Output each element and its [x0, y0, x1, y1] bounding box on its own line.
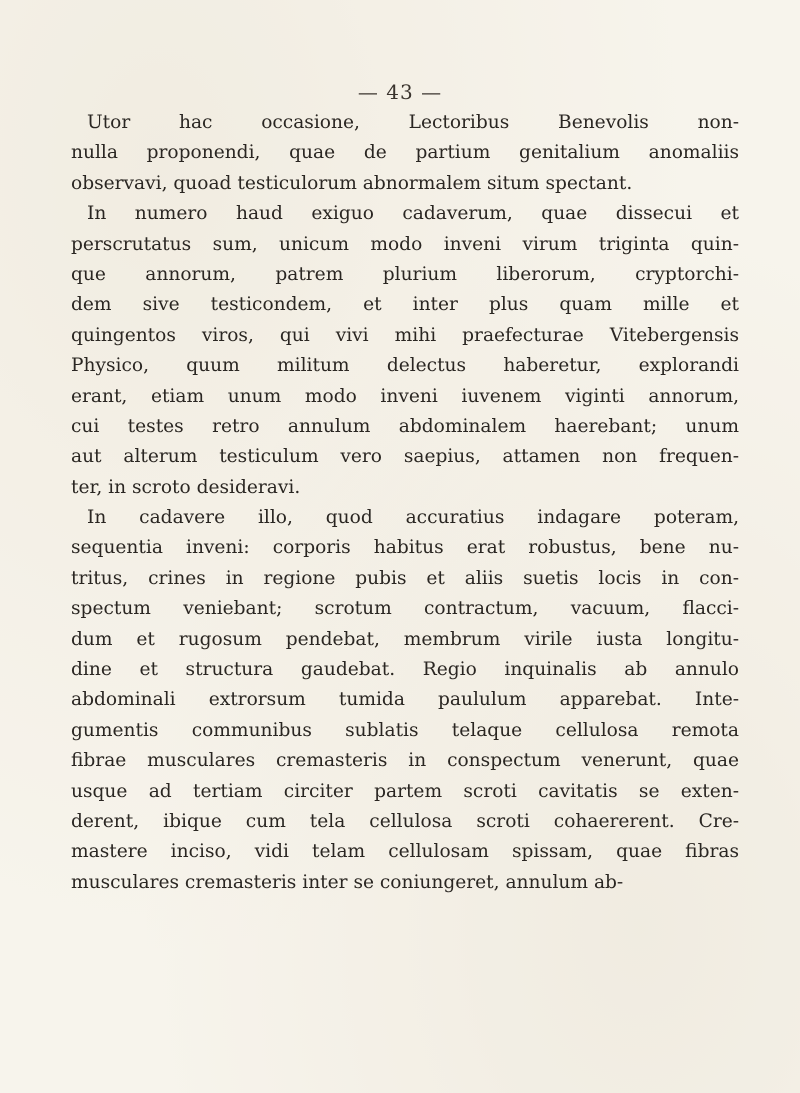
text-line: derent, ibique cum tela cellulosa scroti cohaererent. Cre-: [71, 810, 739, 832]
text-line: In numero haud exiguo cadaverum, quae dissecui et: [87, 203, 739, 225]
text-line: quingentos viros, qui vivi mihi praefecturae Vitebergensis: [71, 324, 739, 346]
text-line: Physico, quum militum delectus haberetur, explorandi: [71, 355, 739, 377]
text-line: perscrutatus sum, unicum modo inveni virum triginta quin-: [71, 233, 739, 255]
text-line: fibrae musculares cremasteris in conspectum venerunt, quae: [71, 750, 739, 772]
text-line: musculares cremasteris inter se coniungeret, annulum ab-: [71, 871, 624, 893]
text-line: dine et structura gaudebat. Regio inquinalis ab annulo: [71, 659, 739, 681]
body-text: [71, 108, 739, 898]
text-line: sequentia inveni: corporis habitus erat robustus, bene nu-: [71, 537, 739, 559]
text-line: dum et rugosum pendebat, membrum virile iusta longitu-: [71, 628, 739, 650]
page-number: — 43 —: [357, 80, 443, 104]
text-line: In cadavere illo, quod accuratius indagare poteram,: [87, 507, 739, 529]
text-line: observavi, quoad testiculorum abnormalem situm spectant.: [71, 172, 633, 194]
text-line: Utor hac occasione, Lectoribus Benevolis non-: [87, 112, 739, 133]
text-line: ter, in scroto desideravi.: [71, 476, 301, 498]
text-line: mastere inciso, vidi telam cellulosam spissam, quae fibras: [71, 841, 739, 863]
text-line: gumentis communibus sublatis telaque cellulosa remota: [71, 719, 739, 741]
text-line: usque ad tertiam circiter partem scroti cavitatis se exten-: [71, 780, 739, 802]
text-line: dem sive testicondem, et inter plus quam mille et: [71, 294, 739, 316]
text-line: abdominali extrorsum tumida paululum apparebat. Inte-: [71, 689, 739, 711]
text-line: erant, etiam unum modo inveni iuvenem viginti annorum,: [71, 385, 739, 407]
text-line: spectum veniebant; scrotum contractum, vacuum, flacci-: [71, 598, 739, 620]
text-line: aut alterum testiculum vero saepius, attamen non frequen-: [71, 446, 739, 468]
text-line: cui testes retro annulum abdominalem haerebant; unum: [71, 415, 739, 437]
text-line: que annorum, patrem plurium liberorum, cryptorchi-: [71, 263, 739, 285]
text-line: tritus, crines in regione pubis et aliis suetis locis in con-: [71, 567, 739, 589]
text-line: nulla proponendi, quae de partium genitalium anomaliis: [71, 142, 739, 164]
